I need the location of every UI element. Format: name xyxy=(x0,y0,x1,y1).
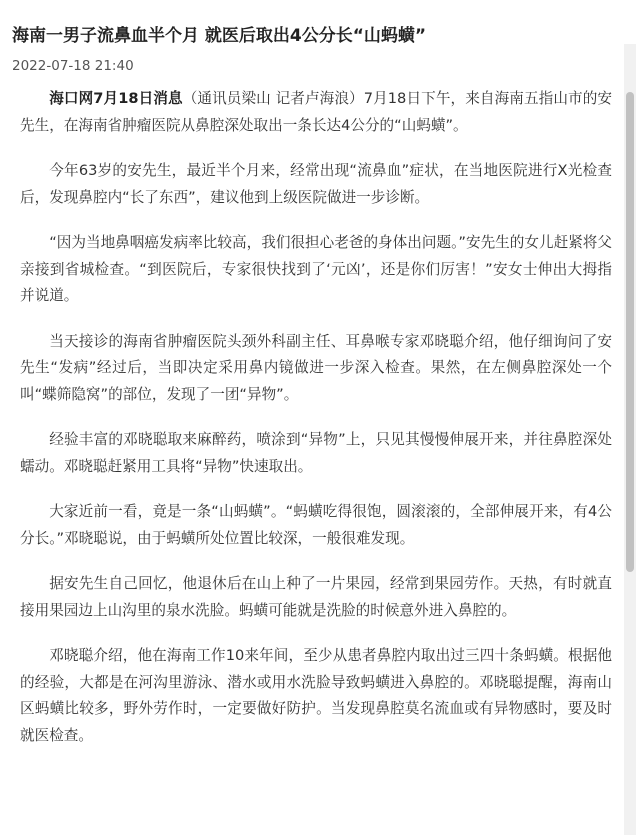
article-paragraph: 据安先生自己回忆，他退休后在山上种了一片果园，经常到果园劳作。天热，有时就直接用果园边上山沟里的泉水洗脸。蚂蟥可能就是洗脸的时候意外进入鼻腔的。 xyxy=(20,575,612,619)
article-body xyxy=(20,86,612,768)
scrollbar-thumb[interactable] xyxy=(626,92,634,572)
article-paragraph: “因为当地鼻咽癌发病率比较高，我们很担心老爸的身体出问题。”安先生的女儿赶紧将父亲接到省城检查。“到医院后，专家很快找到了‘元凶’，还是你们厉害！”安女士伸出大拇指并说道。 xyxy=(20,234,612,304)
article-title: 海南一男子流鼻血半个月 就医后取出4公分长“山蚂蟥” xyxy=(12,26,427,46)
article-paragraph: 大家近前一看，竟是一条“山蚂蟥”。“蚂蟥吃得很饱，圆滚滚的，全部伸展开来，有4公分长。”邓晓聪说，由于蚂蟥所处位置比较深，一般很难发现。 xyxy=(20,503,612,547)
article-paragraph: 邓晓聪介绍，他在海南工作10来年间，至少从患者鼻腔内取出过三四十条蚂蟥。根据他的经验，大都是在河沟里游泳、潜水或用水洗脸导致蚂蟥进入鼻腔的。邓晓聪提醒，海南山区蚂蟥比较多，野外劳作时，一定要做好防护。当发现鼻腔莫名流血或有异物感时，要及时就医检查。 xyxy=(20,647,612,744)
article-paragraph: 今年63岁的安先生，最近半个月来，经常出现“流鼻血”症状，在当地医院进行X光检查后，发现鼻腔内“长了东西”，建议他到上级医院做进一步诊断。 xyxy=(20,162,612,206)
news-source: 海口网7月18日消息 xyxy=(49,90,183,107)
article-paragraph: 经验丰富的邓晓聪取来麻醉药，喷涂到“异物”上，只见其慢慢伸展开来，并往鼻腔深处蠕动。邓晓聪赶紧用工具将“异物”快速取出。 xyxy=(20,431,612,475)
paragraph-text: （通讯员梁山 记者卢海浪）7月18日下午，来自海南五指山市的安先生，在海南省肿瘤医院从鼻腔深处取出一条长达4公分的“山蚂蟥”。 xyxy=(20,90,613,134)
article-paragraph xyxy=(20,86,612,139)
article-paragraph: 当天接诊的海南省肿瘤医院头颈外科副主任、耳鼻喉专家邓晓聪介绍，他仔细询问了安先生“发病”经过后，当即决定采用鼻内镜做进一步深入检查。果然，在左侧鼻腔深处一个叫“蝶筛隐窝”的部位，发现了一团“异物”。 xyxy=(20,332,612,403)
publish-date: 2022-07-18 21:40 xyxy=(12,58,134,74)
vertical-scrollbar[interactable] xyxy=(624,44,636,835)
